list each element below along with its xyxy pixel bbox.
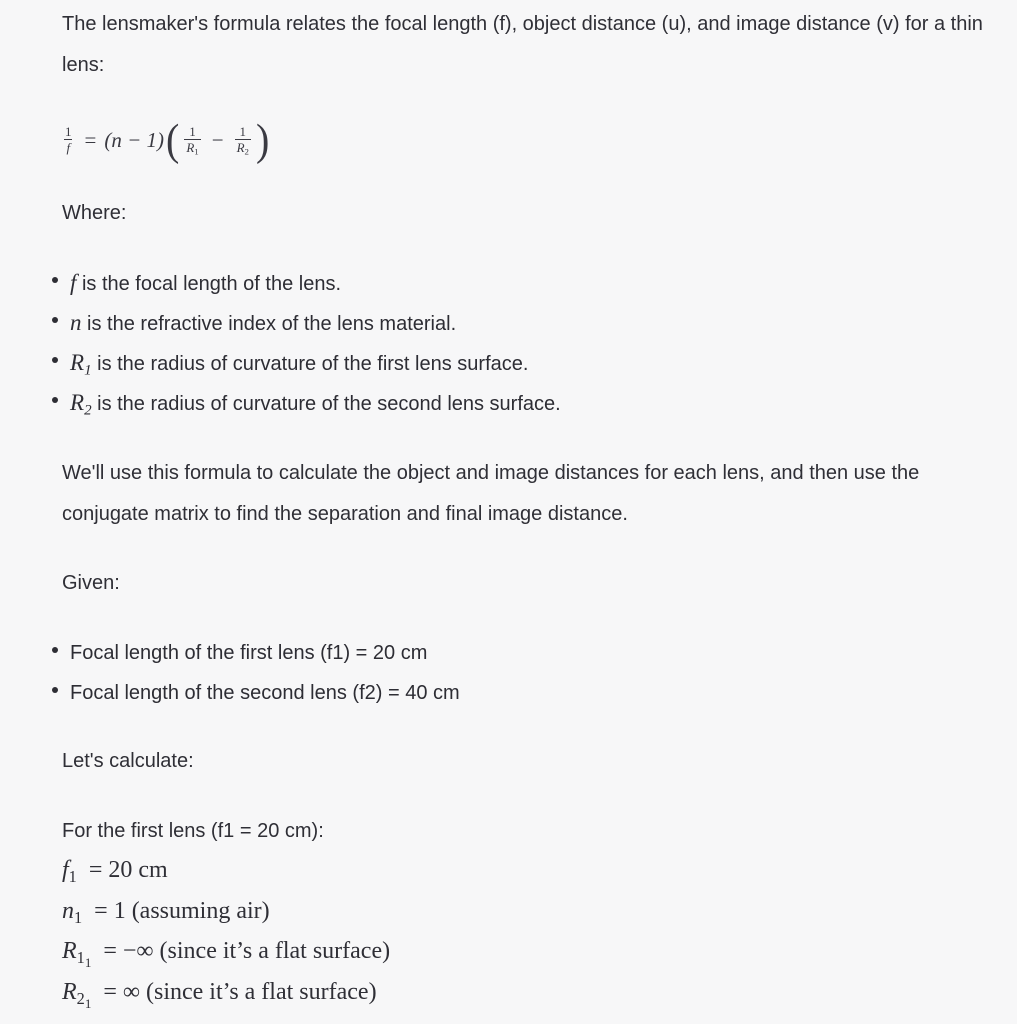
calc-line: $f_1 = 20$ cm (62, 857, 168, 886)
definition-list (38, 263, 561, 423)
lensmaker-formula (60, 112, 271, 168)
where-label: Where: (62, 202, 127, 224)
equals-sign: = (84, 127, 97, 152)
lhs-fraction: $\frac{1}{f}$ (65, 124, 72, 155)
close-paren: ) (255, 114, 270, 165)
calc-line: $R_{2_1}$ = ∞ (since it’s a flat surface) (62, 979, 377, 1011)
bullet-icon (52, 357, 58, 363)
given-list (38, 633, 460, 713)
given-label: Given: (62, 572, 120, 594)
list-item: f is the focal length of the lens. (38, 263, 561, 303)
minus-sign: − (211, 127, 224, 152)
plan-text: We'll use this formula to calculate the object and image distances for each lens, and then use the conjugate matrix to find the separation and final image distance. (62, 462, 920, 525)
r2-fraction: $\frac{1}{R_2}$ (236, 124, 249, 157)
list-item: $R_2$ is the radius of curvature of the second lens surface. (38, 383, 561, 423)
bullet-icon (52, 317, 58, 323)
bullet-icon (52, 277, 58, 283)
calc-label: Let's calculate: (62, 750, 194, 772)
intro-text: The lensmaker's formula relates the focal length (f), object distance (u), and image distance (v) for a thin lens: (62, 13, 983, 76)
bullet-icon (52, 687, 58, 693)
first-lens-label: For the first lens (f1 = 20 cm): (62, 820, 324, 842)
bullet-icon (52, 647, 58, 653)
calc-line: $n_1 = 1$ (assuming air) (62, 898, 270, 927)
calc-line: $R_{1_1}$ = −∞ (since it’s a flat surface) (62, 938, 391, 970)
list-item: Focal length of the first lens (f1) = 20 cm (38, 633, 460, 673)
list-item: Focal length of the second lens (f2) = 40 cm (38, 673, 460, 713)
bullet-icon (52, 397, 58, 403)
n-term: (n − 1) (104, 127, 165, 152)
list-item: n is the refractive index of the lens material. (38, 303, 561, 343)
open-paren: ( (166, 114, 180, 165)
list-item: $R_1$ is the radius of curvature of the first lens surface. (38, 343, 561, 383)
r1-fraction: $\frac{1}{R_1}$ (186, 124, 199, 157)
